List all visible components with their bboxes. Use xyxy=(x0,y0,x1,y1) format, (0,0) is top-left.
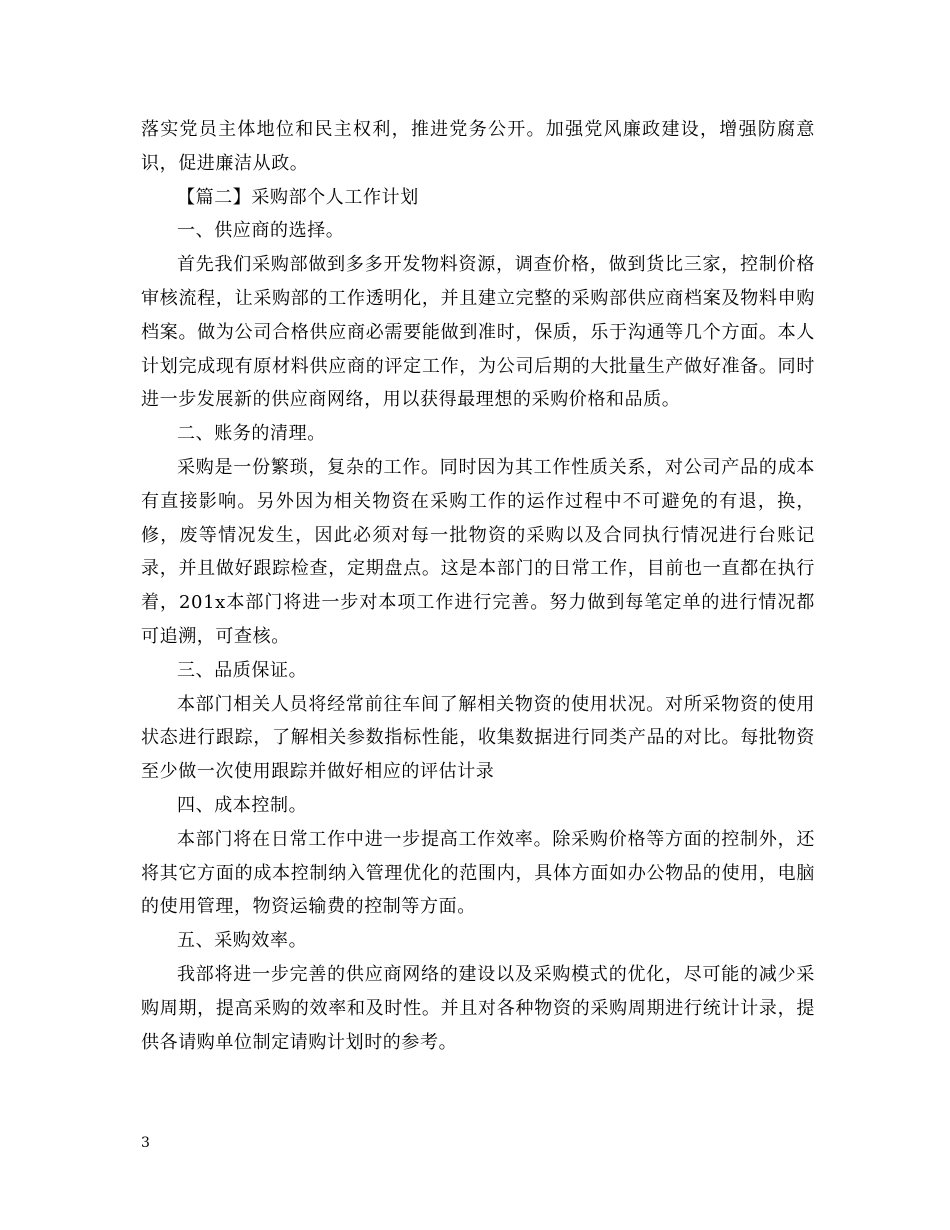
paragraph-continuation: 落实党员主体地位和民主权利，推进党务公开。加强党风廉政建设，增强防腐意识，促进廉洁从政。 xyxy=(141,119,815,174)
heading-account-cleanup: 二、账务的清理。 xyxy=(177,423,326,445)
heading-procurement-efficiency: 五、采购效率。 xyxy=(177,930,308,952)
paragraph-supplier-selection: 首先我们采购部做到多多开发物料资源，调查价格，做到货比三家，控制价格审核流程，让采购部的工作透明化，并且建立完整的采购部供应商档案及物料申购档案。做为公司合格供应商必需要能做到准时，保质，乐于沟通等几个方面。本人计划完成现有原材料供应商的评定工作，为公司后期的大批量生产做好准备。同时进一步发展新的供应商网络，用以获得最理想的采购价格和品质。 xyxy=(141,254,815,411)
paragraph-procurement-efficiency: 我部将进一步完善的供应商网络的建设以及采购模式的优化，尽可能的减少采购周期，提高采购的效率和及时性。并且对各种物资的采购周期进行统计计录，提供各请购单位制定请购计划时的参考。 xyxy=(141,963,815,1053)
paragraph-quality-assurance: 本部门相关人员将经常前往车间了解相关物资的使用状况。对所采物资的使用状态进行跟踪，了解相关参数指标性能，收集数据进行同类产品的对比。每批物资至少做一次使用跟踪并做好相应的评估计录 xyxy=(141,693,815,783)
page-number: 3 xyxy=(141,1135,150,1151)
paragraph-cost-control: 本部门将在日常工作中进一步提高工作效率。除采购价格等方面的控制外，还将其它方面的成本控制纳入管理优化的范围内，具体方面如办公物品的使用，电脑的使用管理，物资运输费的控制等方面。 xyxy=(141,828,815,918)
document-body xyxy=(141,113,815,1059)
paragraph-account-cleanup: 采购是一份繁琐，复杂的工作。同时因为其工作性质关系，对公司产品的成本有直接影响。另外因为相关物资在采购工作的运作过程中不可避免的有退，换，修，废等情况发生，因此必须对每一批物资的采购以及合同执行情况进行台账记录，并且做好跟踪检查，定期盘点。这是本部门的日常工作，目前也一直都在执行着，201x本部门将进一步对本项工作进行完善。努力做到每笔定单的进行情况都可追溯，可查核。 xyxy=(141,456,815,647)
heading-quality-assurance: 三、品质保证。 xyxy=(177,659,308,681)
heading-cost-control: 四、成本控制。 xyxy=(177,794,308,816)
section-title: 【篇二】采购部个人工作计划 xyxy=(177,186,419,208)
heading-supplier-selection: 一、供应商的选择。 xyxy=(177,220,345,242)
